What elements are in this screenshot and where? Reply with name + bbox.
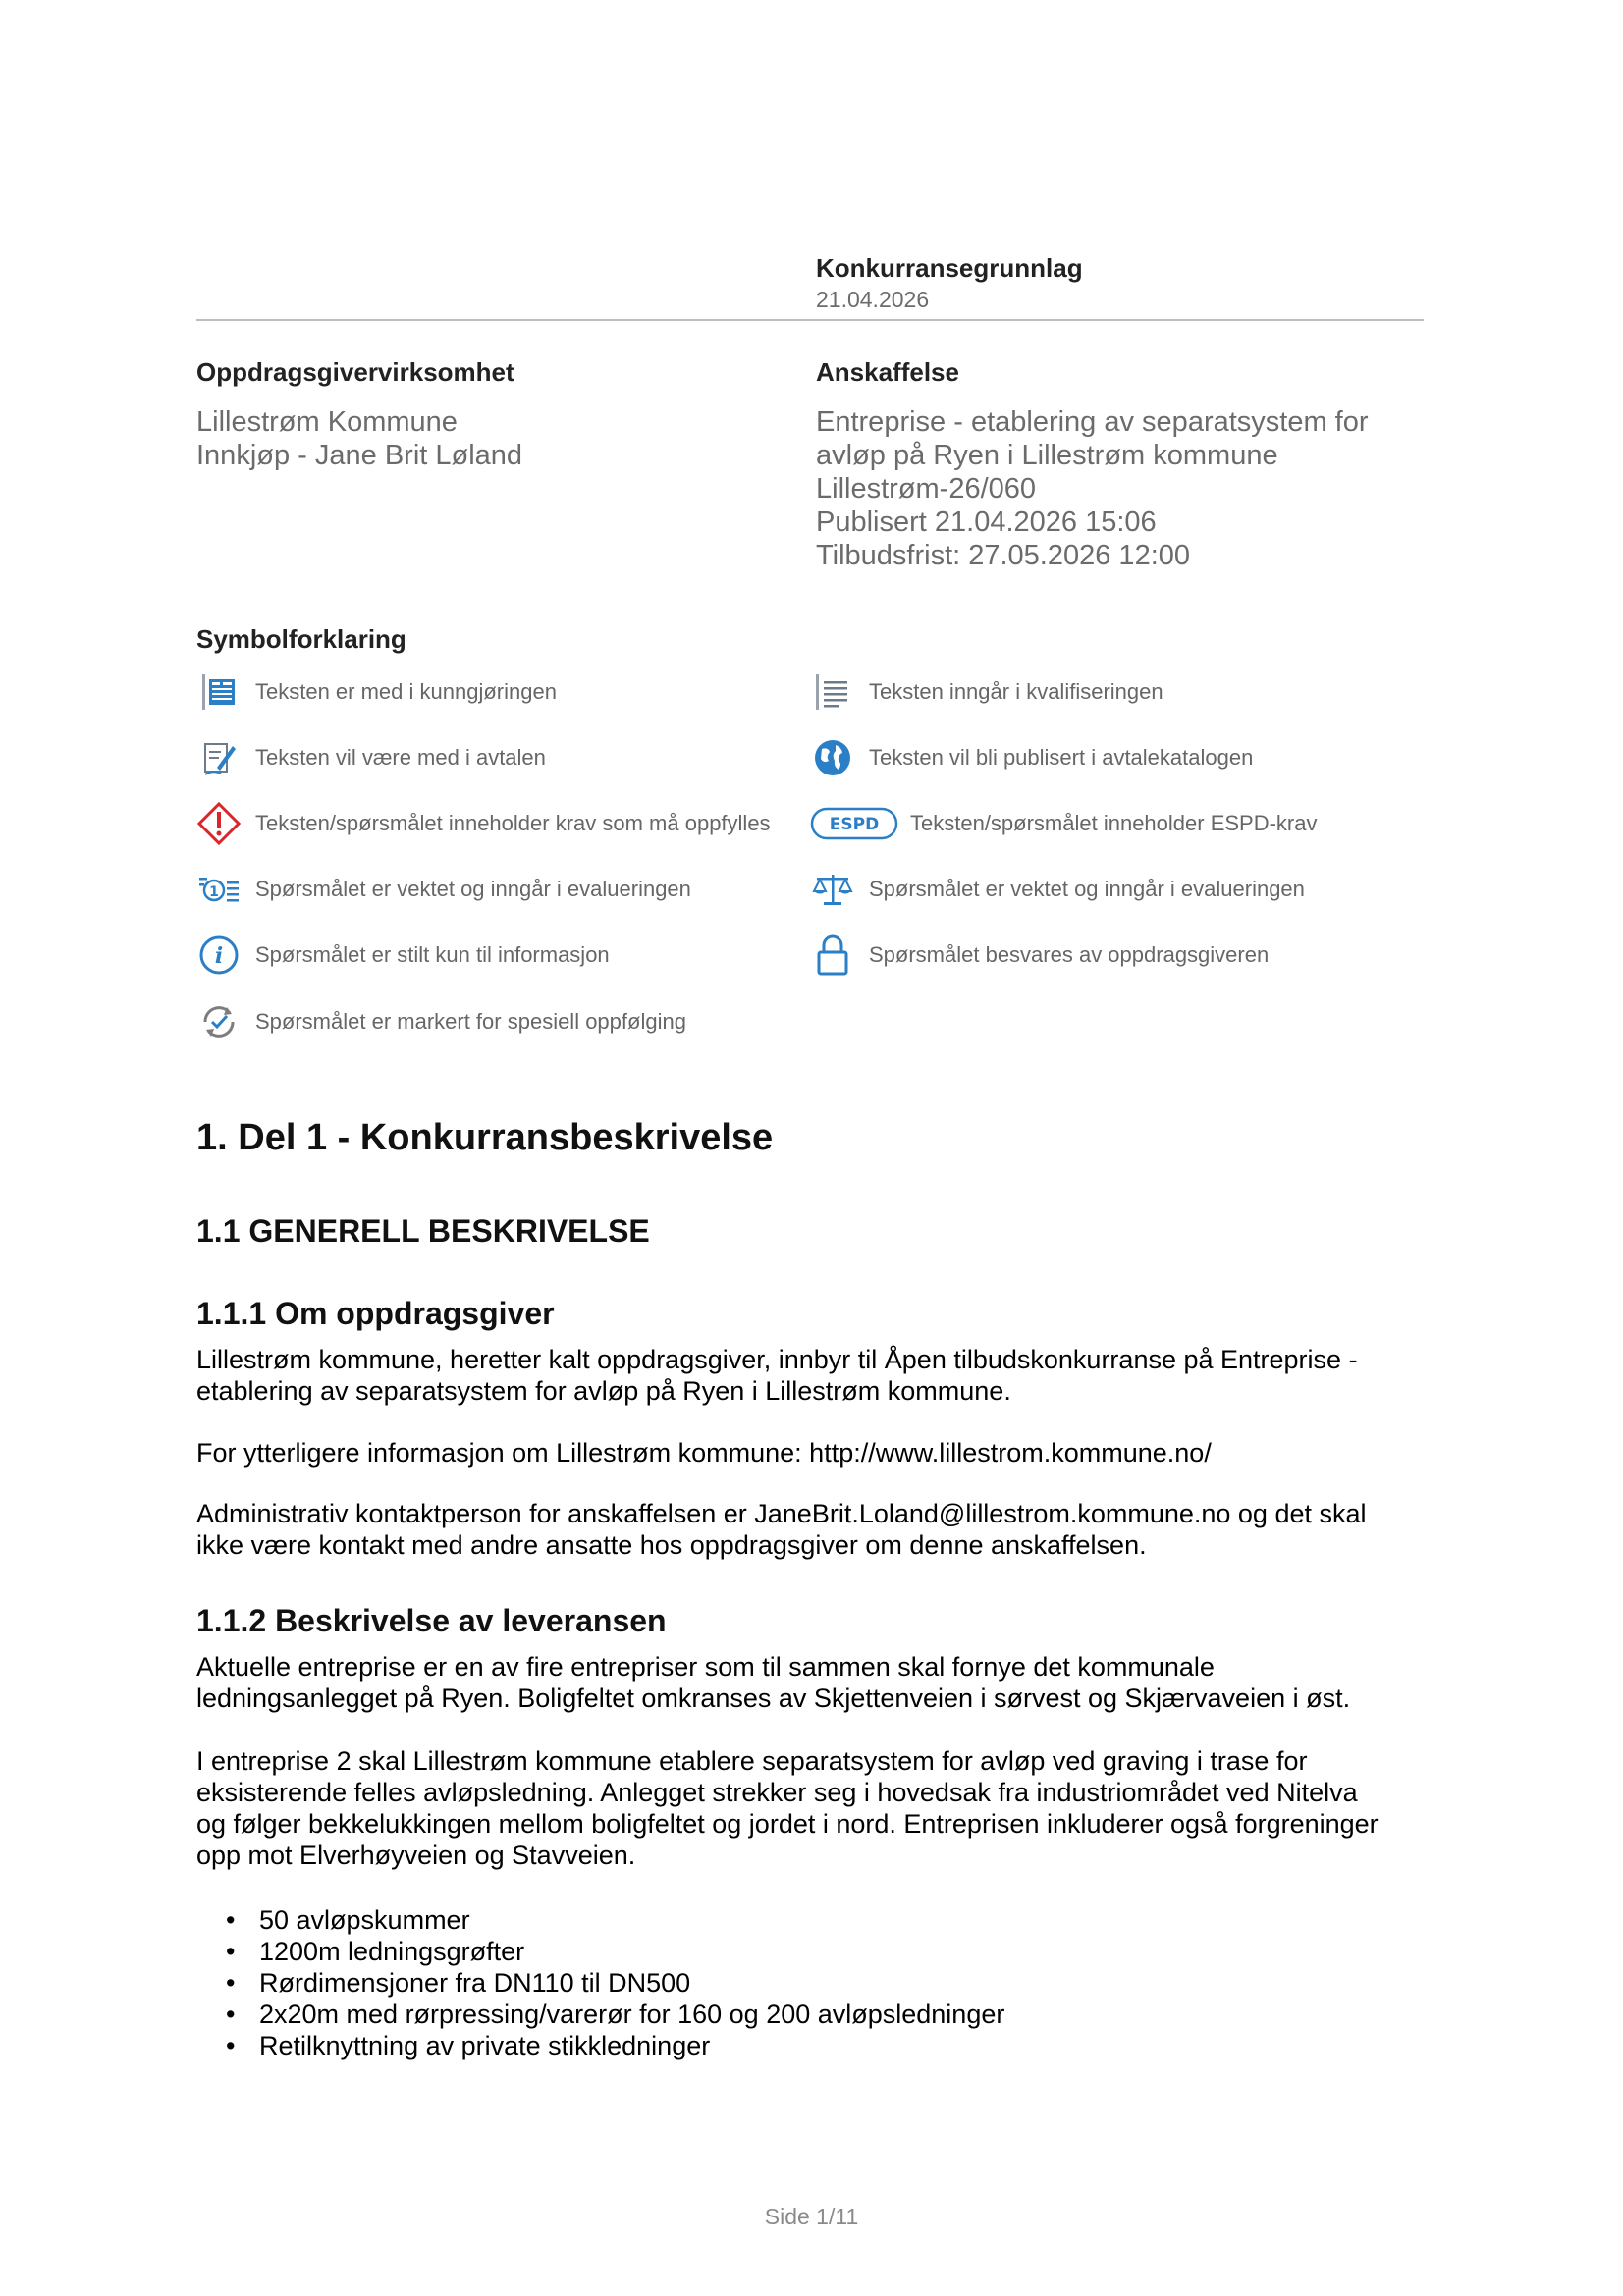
legend-item-followup — [196, 999, 686, 1044]
client-intro-paragraph — [196, 1344, 1434, 1407]
paragraph-line: og følger bekkelukkingen mellom boligfeltet og jordet i nord. Entreprisen inkluderer også forgreninger — [196, 1809, 1379, 1839]
page-number: Side 1/11 — [764, 2204, 859, 2229]
paragraph-line: etablering av separatsystem for avløp på Ryen i Lillestrøm kommune. — [196, 1376, 1011, 1406]
procurement-title-line-2: avløp på Ryen i Lillestrøm kommune — [816, 440, 1278, 471]
delivery-bullet-list — [196, 1904, 1004, 2061]
contact-paragraph — [196, 1498, 1434, 1561]
legend-title: Symbolforklaring — [196, 624, 406, 654]
section-1-1-title: 1.1 GENERELL BESKRIVELSE — [196, 1213, 650, 1249]
legend-text: Teksten vil være med i avtalen — [255, 745, 546, 770]
procurement-heading: Anskaffelse — [816, 357, 959, 387]
svg-text:1: 1 — [209, 884, 219, 900]
info-icon — [196, 933, 242, 978]
legend-text: Teksten inngår i kvalifiseringen — [869, 679, 1163, 704]
legend-item-info — [196, 933, 610, 978]
client-info-link-paragraph — [196, 1437, 1434, 1468]
paragraph-line: Aktuelle entreprise er en av fire entrepriser som til sammen skal fornye det kommunale — [196, 1652, 1215, 1682]
svg-text:i: i — [214, 943, 224, 969]
contract-icon — [196, 735, 242, 780]
legend-item-lock — [810, 933, 1269, 978]
legend-item-catalog — [810, 735, 1253, 780]
document-date: 21.04.2026 — [816, 287, 930, 312]
legend-text: Spørsmålet er stilt kun til informasjon — [255, 942, 610, 967]
section-1-title: 1. Del 1 - Konkurransbeskrivelse — [196, 1117, 774, 1158]
paragraph-line: opp mot Elverhøyveien og Stavveien. — [196, 1841, 636, 1870]
list-item: • 1200m ledningsgrøfter — [196, 1936, 1004, 1967]
lock-icon — [810, 933, 855, 978]
paragraph-line: ledningsanlegget på Ryen. Boligfeltet omkranses av Skjettenveien i sørvest og Skjærvaveien i øst. — [196, 1683, 1351, 1713]
paragraph-line: I entreprise 2 skal Lillestrøm kommune etablere separatsystem for avløp ved graving i trase for — [196, 1746, 1308, 1776]
list-item: • Retilknyttning av private stikkledninger — [196, 2030, 1004, 2061]
procurement-block — [816, 357, 1369, 572]
procurement-published: Publisert 21.04.2026 15:06 — [816, 507, 1157, 538]
legend-text: Spørsmålet er vektet og inngår i evalueringen — [869, 877, 1305, 901]
paragraph-line: ikke være kontakt med andre ansatte hos oppdragsgiver om denne anskaffelsen. — [196, 1530, 1147, 1560]
paragraph-line: For ytterligere informasjon om Lillestrøm kommune: http://www.lillestrom.kommune.no/ — [196, 1438, 1212, 1468]
list-item: • 2x20m med rørpressing/varerør for 160 og 200 avløpsledninger — [196, 1999, 1004, 2030]
espd-icon — [810, 801, 898, 846]
legend-item-scale — [810, 867, 1305, 912]
legend-item-qualification — [810, 669, 1163, 715]
delivery-intro-paragraph — [196, 1651, 1434, 1714]
legend-text: Teksten/spørsmålet inneholder krav som må oppfylles — [255, 811, 771, 835]
legend-text: Spørsmålet er markert for spesiell oppfølging — [255, 1009, 686, 1034]
paragraph-line: Lillestrøm kommune, heretter kalt oppdragsgiver, innbyr til Åpen tilbudskonkurranse på Entreprise - — [196, 1345, 1358, 1374]
followup-icon — [196, 999, 242, 1044]
paragraph-line: eksisterende felles avløpsledning. Anlegget strekker seg i hovedsak fra industriområdet ved Nitelva — [196, 1778, 1358, 1807]
qualification-icon — [810, 669, 855, 715]
legend-item-requirement — [196, 801, 771, 846]
procurement-reference: Lillestrøm-26/060 — [816, 473, 1037, 505]
procurement-deadline: Tilbudsfrist: 27.05.2026 12:00 — [816, 540, 1191, 571]
client-name: Lillestrøm Kommune — [196, 406, 458, 438]
legend-text: Teksten/spørsmålet inneholder ESPD-krav — [910, 811, 1318, 835]
weighted-list-icon — [196, 867, 242, 912]
header-divider — [196, 319, 1424, 321]
legend-text: Spørsmålet er vektet og inngår i evalueringen — [255, 877, 691, 901]
paragraph-line: Administrativ kontaktperson for anskaffelsen er JaneBrit.Loland@lillestrom.kommune.no og det skal — [196, 1499, 1367, 1528]
legend-text: Spørsmålet besvares av oppdragsgiveren — [869, 942, 1270, 967]
espd-badge-text: ESPD — [829, 815, 880, 834]
client-block — [196, 357, 522, 472]
announcement-icon — [196, 669, 242, 715]
client-heading: Oppdragsgivervirksomhet — [196, 357, 514, 387]
document-type: Konkurransegrunnlag — [816, 253, 1083, 283]
scale-icon — [810, 867, 855, 912]
legend-text: Teksten vil bli publisert i avtalekatalogen — [869, 745, 1254, 770]
section-1-1-1-title: 1.1.1 Om oppdragsgiver — [196, 1296, 555, 1331]
procurement-title-line-1: Entreprise - etablering av separatsystem for — [816, 406, 1369, 438]
list-item: • 50 avløpskummer — [196, 1904, 1004, 1936]
delivery-detail-paragraph — [196, 1745, 1434, 1871]
legend-item-espd — [810, 801, 1318, 846]
warning-diamond-icon — [196, 801, 242, 846]
list-item: • Rørdimensjoner fra DN110 til DN500 — [196, 1967, 1004, 1999]
globe-icon — [810, 735, 855, 780]
client-contact: Innkjøp - Jane Brit Løland — [196, 440, 523, 471]
legend-text: Teksten er med i kunngjøringen — [255, 679, 557, 704]
legend-item-announcement — [196, 669, 557, 715]
legend-item-weighted-list — [196, 867, 691, 912]
legend-item-contract — [196, 735, 546, 780]
section-1-1-2-title: 1.1.2 Beskrivelse av leveransen — [196, 1603, 667, 1638]
